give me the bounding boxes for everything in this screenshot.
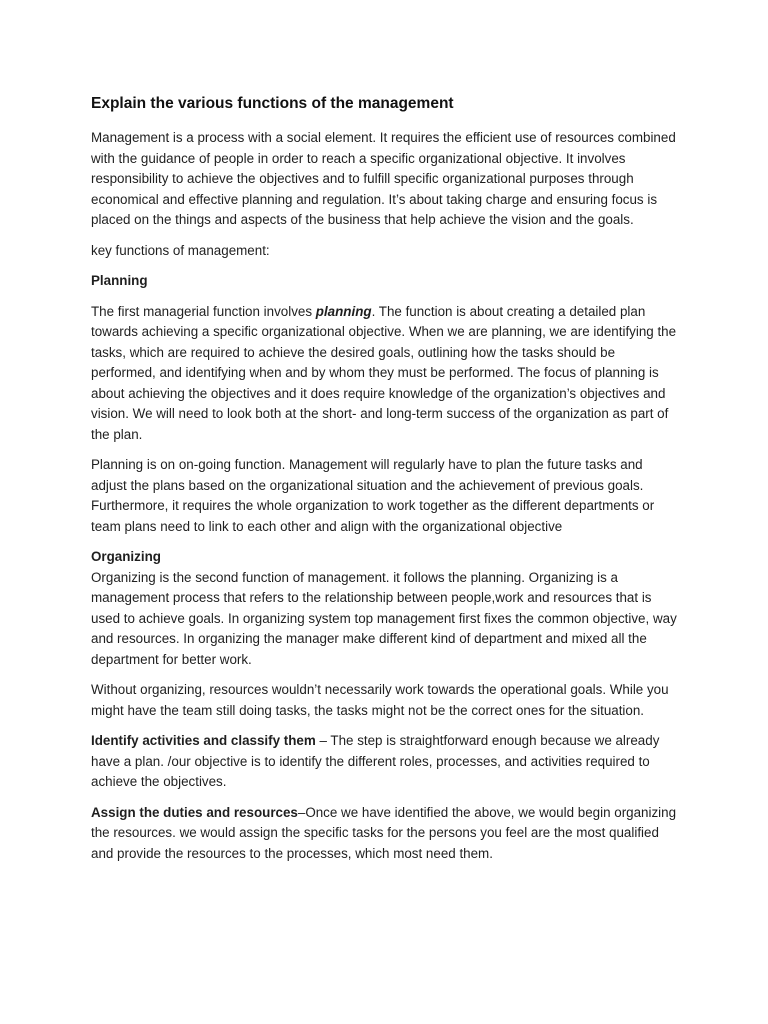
step-identify-text: – The step is straightforward enough because we already have a plan. /our objective is to identify the different roles, processes, and activities required to achieve the objectives. [91,733,660,789]
planning-paragraph-1 [91,302,682,446]
step-identify-label: Identify activities and classify them [91,733,316,748]
intro-paragraph: Management is a process with a social element. It requires the efficient use of resources combined with the guidance of people in order to reach a specific organizational objective. It involves responsibility to achieve the objectives and to fulfill specific organizational purposes through economical and effective planning and regulation. It’s about taking charge and ensuring focus is placed on the things and aspects of the business that help achieve the vision and the goals. [91,130,676,227]
organizing-step-identify [91,731,682,793]
organizing-paragraph-2: Without organizing, resources wouldn’t necessarily work towards the operational goals. While you might have the team still doing tasks, the tasks might not be the correct ones for the situation. [91,682,669,718]
planning-emphasis: planning [315,303,372,319]
planning-heading: Planning [91,273,148,288]
document-title: Explain the various functions of the management [91,95,454,112]
organizing-paragraph-1: Organizing is the second function of management. it follows the planning. Organizing is a management process that refers to the relationship between people,work and resources that is used to achieve goals. In organizing system top management first fixes the common objective, way and resources. In organizing the manager make different kind of department and mixed all the department for better work. [91,569,677,667]
organizing-step-assign [91,803,682,865]
planning-para1-rest: . The function is about creating a detailed plan towards achieving a specific organizational objective. When we are planning, we are identifying the tasks, which are required to achieve the desired goals, outlining how the tasks should be performed, and identifying when and by whom they must be performed. The focus of planning is about achieving the objectives and it does require knowledge of the organization’s objectives and vision. We will need to look both at the short- and long-term success of the organization as part of the plan. [91,303,677,442]
organizing-heading: Organizing [91,549,161,564]
step-assign-label: Assign the duties and resources [91,804,298,820]
key-functions-label: key functions of management: [91,242,270,258]
planning-paragraph-2: Planning is on on-going function. Management will regularly have to plan the future tasks and adjust the plans based on the organizational situation and the achievement of previous goals. Furthermore, it requires the whole organization to work together as the different departments or team plans need to link to each other and align with the organizational objective [91,457,655,534]
planning-para1-start: The first managerial function involves [91,303,316,319]
step-assign-text: –Once we have identified the above, we would begin organizing the resources. we would assign the specific tasks for the persons you feel are the most qualified and provide the resources to the processes, which most need them. [91,804,677,861]
